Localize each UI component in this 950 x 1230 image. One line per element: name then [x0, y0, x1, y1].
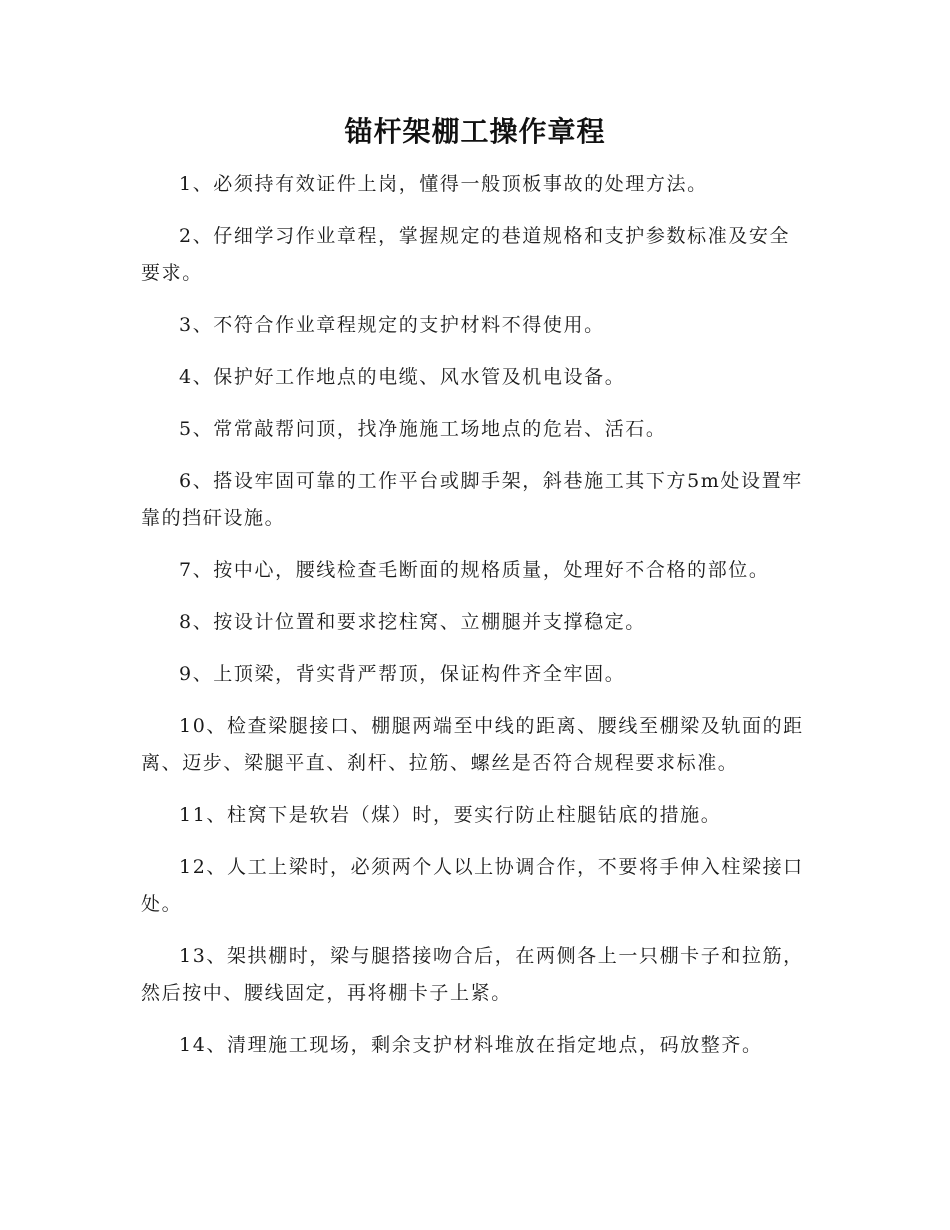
paragraph-3: 3、不符合作业章程规定的支护材料不得使用。: [179, 314, 605, 336]
document-body: [141, 166, 805, 1079]
document-title: 锚杆架棚工操作章程: [344, 115, 606, 148]
paragraph-8: 8、按设计位置和要求挖柱窝、立棚腿并支撑稳定。: [179, 611, 646, 633]
paragraph-4: 4、保护好工作地点的电缆、风水管及机电设备。: [179, 366, 626, 388]
paragraph-1: 1、必须持有效证件上岗，懂得一般顶板事故的处理方法。: [179, 173, 708, 195]
paragraph-11: 11、柱窝下是软岩（煤）时，要实行防止柱腿钻底的措施。: [179, 804, 722, 826]
paragraph-14: 14、清理施工现场，剩余支护材料堆放在指定地点，码放整齐。: [179, 1034, 763, 1056]
paragraph-5: 5、常常敲帮问顶，找净施施工场地点的危岩、活石。: [179, 418, 667, 440]
paragraph-2: 2、仔细学习作业章程，掌握规定的巷道规格和支护参数标准及安全要求。: [141, 225, 791, 284]
paragraph-10: 10、检查梁腿接口、棚腿两端至中线的距离、腰线至棚梁及轨面的距离、迈步、梁腿平直、刹杆、拉筋、螺丝是否符合规程要求标准。: [141, 715, 804, 774]
paragraph-12: 12、人工上梁时，必须两个人以上协调合作，不要将手伸入柱梁接口处。: [141, 856, 804, 915]
paragraph-6: 6、搭设牢固可靠的工作平台或脚手架，斜巷施工其下方5m处设置牢靠的挡矸设施。: [141, 470, 803, 529]
paragraph-9: 9、上顶梁，背实背严帮顶，保证构件齐全牢固。: [179, 663, 626, 685]
paragraph-7: 7、按中心，腰线检查毛断面的规格质量，处理好不合格的部位。: [179, 559, 770, 581]
paragraph-13: 13、架拱棚时，梁与腿搭接吻合后，在两侧各上一只棚卡子和拉筋，然后按中、腰线固定，再将棚卡子上紧。: [141, 945, 804, 1004]
